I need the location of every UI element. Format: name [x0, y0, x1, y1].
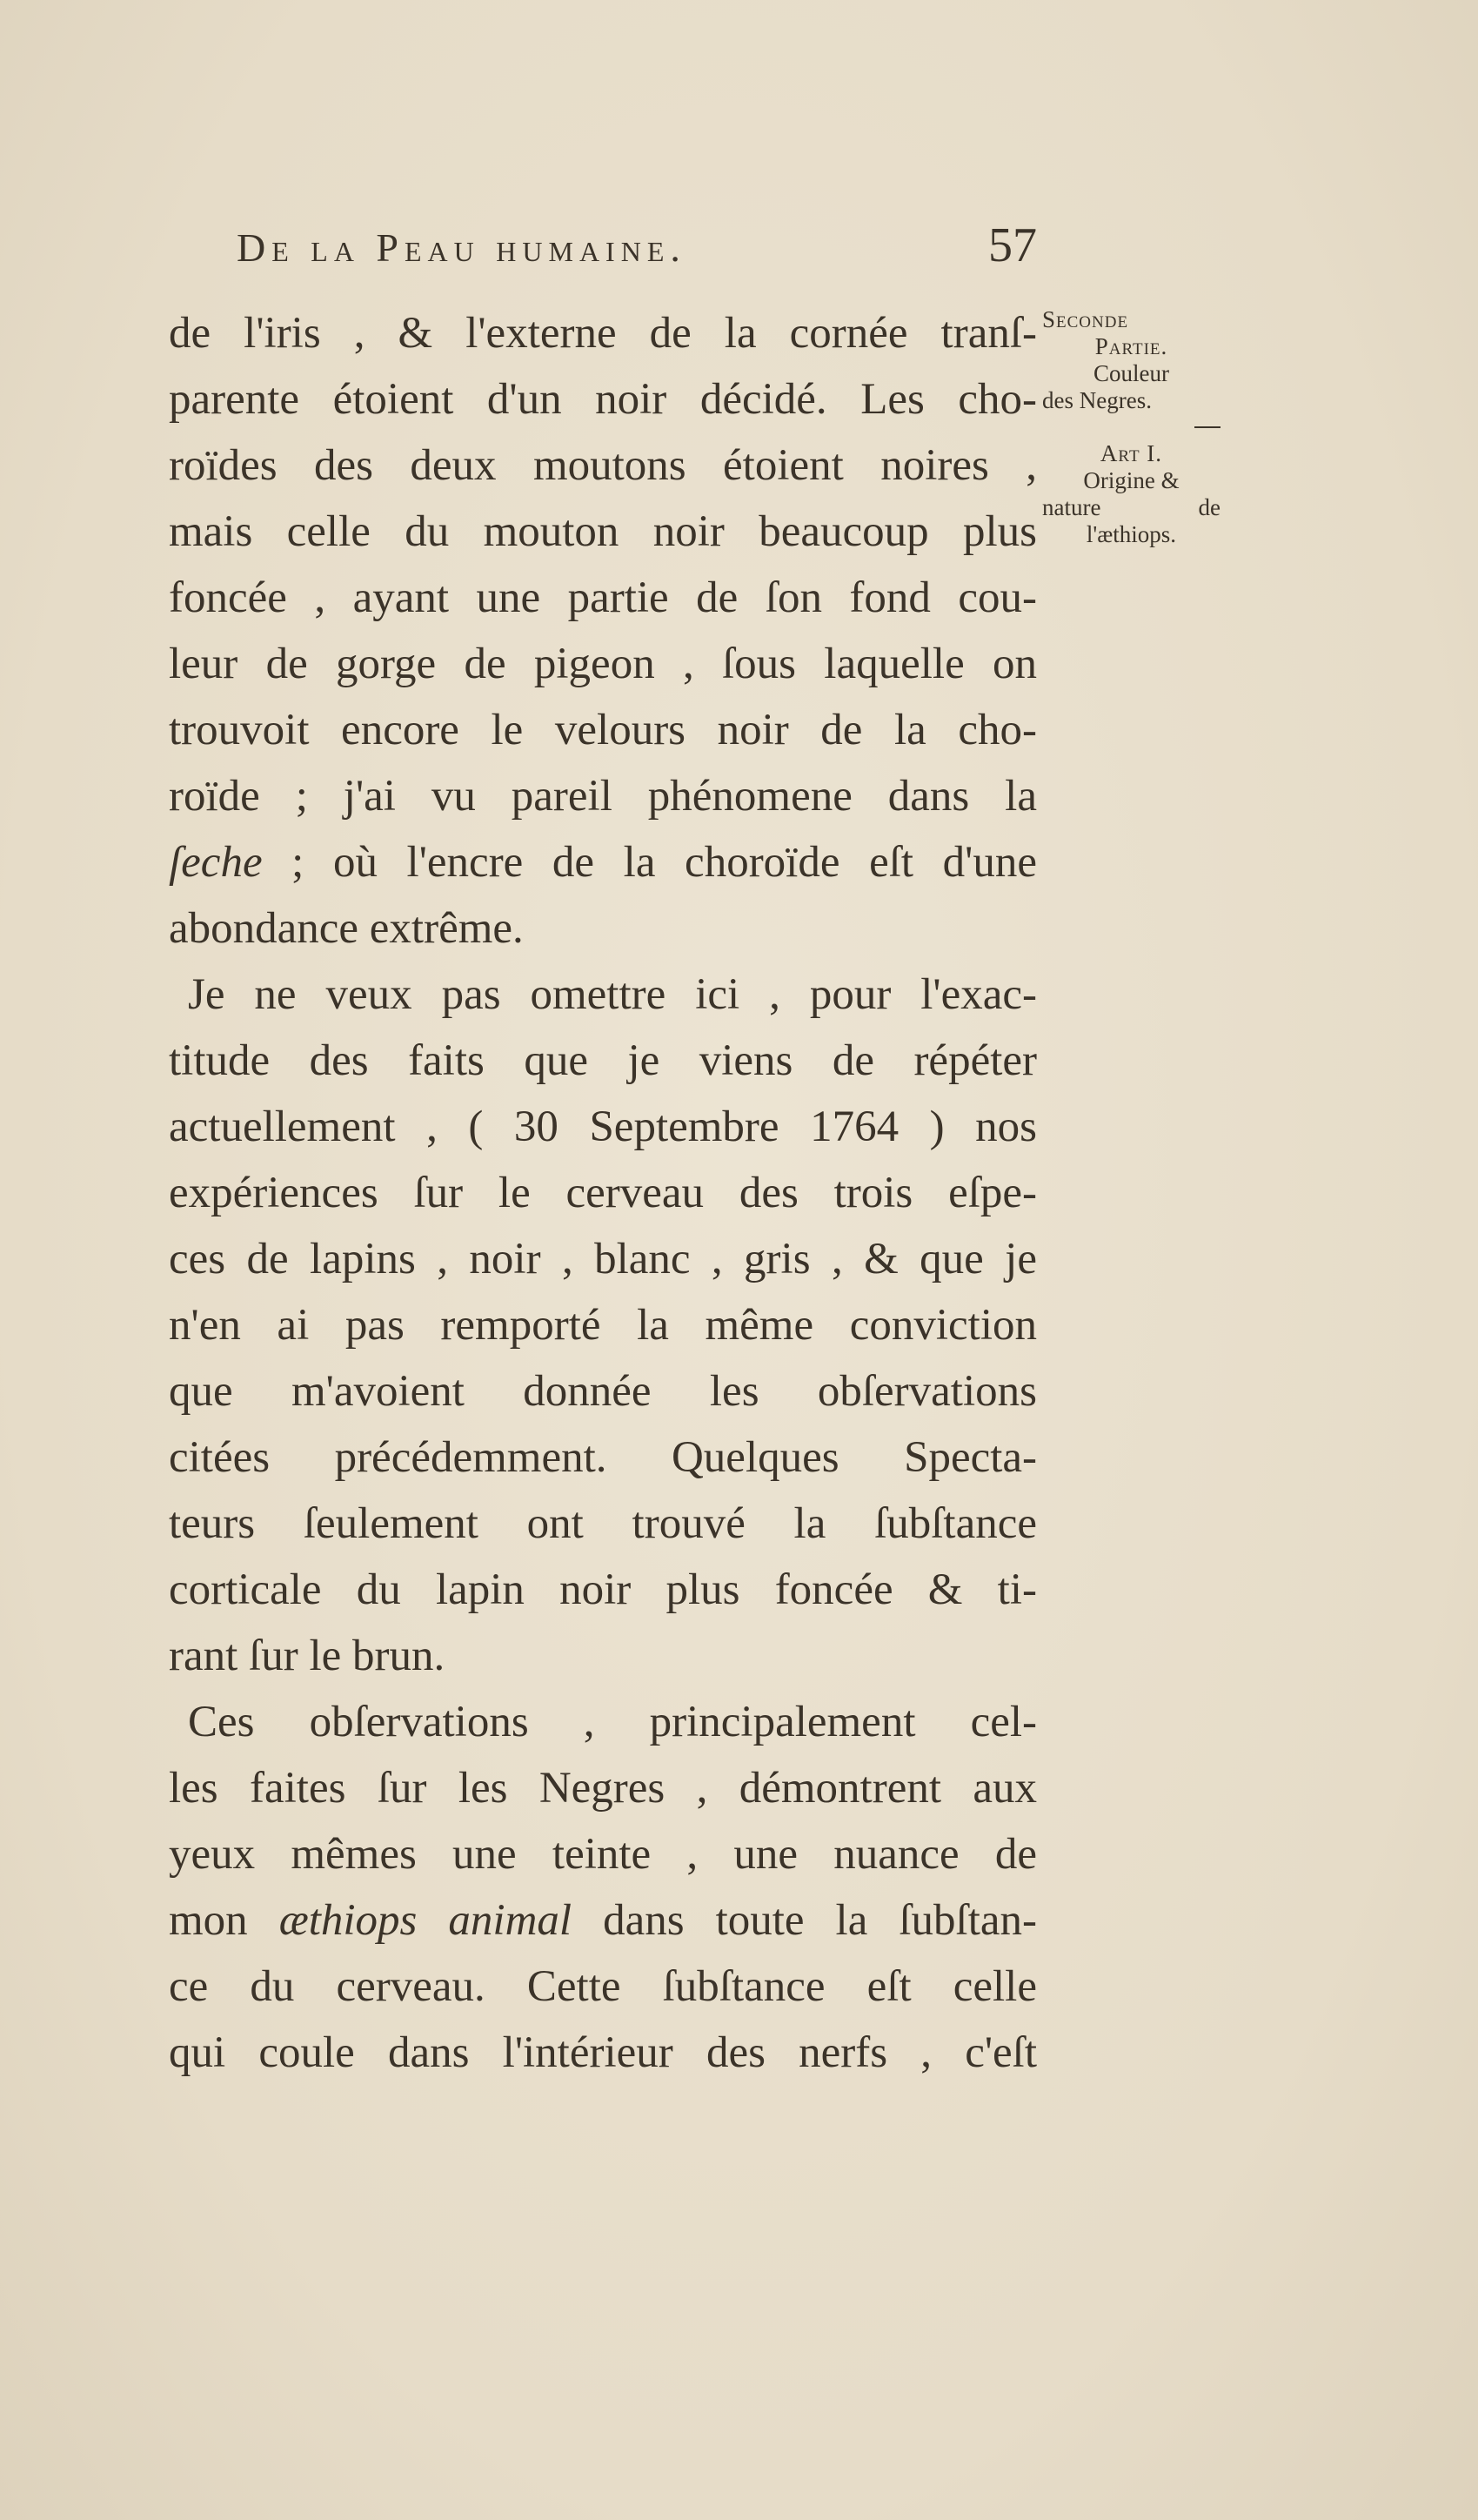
text-line: foncée , ayant une partie de ſon fond cou-	[169, 573, 1037, 622]
line-rest: ; où l'encre de la choroïde eſt d'une	[262, 838, 1037, 887]
text-line	[169, 829, 1037, 895]
page-number: 57	[988, 218, 1037, 272]
paragraph-start-line: Ces obſervations , principalement cel-	[188, 1698, 1037, 1746]
paragraph-start-line: Je ne veux pas omettre ici , pour l'exac-	[188, 970, 1037, 1019]
margin-sub2b: de	[1198, 494, 1221, 520]
running-title: De la Peau humaine.	[237, 225, 686, 270]
text-line: titude des faits que je viens de répéter	[169, 1036, 1037, 1085]
text-line: roïdes des deux moutons étoient noires ,	[169, 441, 1037, 490]
margin-sub2a: nature	[1042, 494, 1101, 520]
text-line: teurs ſeulement ont trouvé la ſubſtance	[169, 1499, 1037, 1548]
paragraph-end-line: abondance extrême.	[169, 904, 524, 953]
text-line: yeux mêmes une teinte , une nuance de	[169, 1830, 1037, 1879]
text-line: qui coule dans l'intérieur des nerfs , c'eſt	[169, 2028, 1037, 2077]
text-line: n'en ai pas remporté la même conviction	[169, 1301, 1037, 1350]
margin-sub1: Origine &	[1083, 467, 1180, 493]
paragraph-end-line: rant ſur le brun.	[169, 1632, 445, 1680]
margin-notes	[1042, 306, 1221, 548]
text-line: expériences ſur le cerveau des trois eſpe-	[169, 1169, 1037, 1217]
line-pre: mon	[169, 1896, 279, 1945]
text-line: citées précédemment. Quelques Specta-	[169, 1433, 1037, 1482]
margin-sub2	[1042, 494, 1221, 521]
text-line: ces de lapins , noir , blanc , gris , & que je	[169, 1235, 1037, 1283]
text-line: trouvoit encore le velours noir de la cho-	[169, 706, 1037, 754]
margin-sub3: l'æthiops.	[1086, 521, 1177, 547]
margin-part2: Partie.	[1094, 333, 1168, 359]
text-line: actuellement , ( 30 Septembre 1764 ) nos	[169, 1102, 1037, 1151]
text-line: que m'avoient donnée les obſervations	[169, 1367, 1037, 1416]
margin-article: Art I.	[1100, 440, 1163, 466]
italic-phrase: æthiops animal	[278, 1896, 572, 1945]
margin-topic2: des Negres.	[1042, 387, 1152, 413]
line-rest: dans toute la ſubſtan-	[572, 1896, 1038, 1945]
running-header	[237, 218, 1037, 287]
text-line: parente étoient d'un noir décidé. Les cho-	[169, 375, 1037, 424]
text-line: corticale du lapin noir plus foncée & ti-	[169, 1565, 1037, 1614]
margin-part: Seconde	[1042, 306, 1129, 332]
text-line: les faites ſur les Negres , démontrent aux	[169, 1764, 1037, 1813]
body-text	[169, 300, 1037, 2086]
margin-rule	[1194, 426, 1221, 428]
margin-topic: Couleur	[1093, 360, 1169, 386]
italic-word: ſeche	[169, 838, 263, 887]
text-line: leur de gorge de pigeon , ſous laquelle on	[169, 640, 1037, 688]
text-line: de l'iris , & l'externe de la cornée tranſ-	[169, 309, 1037, 358]
text-line: mais celle du mouton noir beaucoup plus	[169, 507, 1037, 556]
text-line	[169, 1887, 1037, 1954]
text-line: ce du cerveau. Cette ſubſtance eſt celle	[169, 1962, 1037, 2011]
text-line: roïde ; j'ai vu pareil phénomene dans la	[169, 772, 1037, 821]
